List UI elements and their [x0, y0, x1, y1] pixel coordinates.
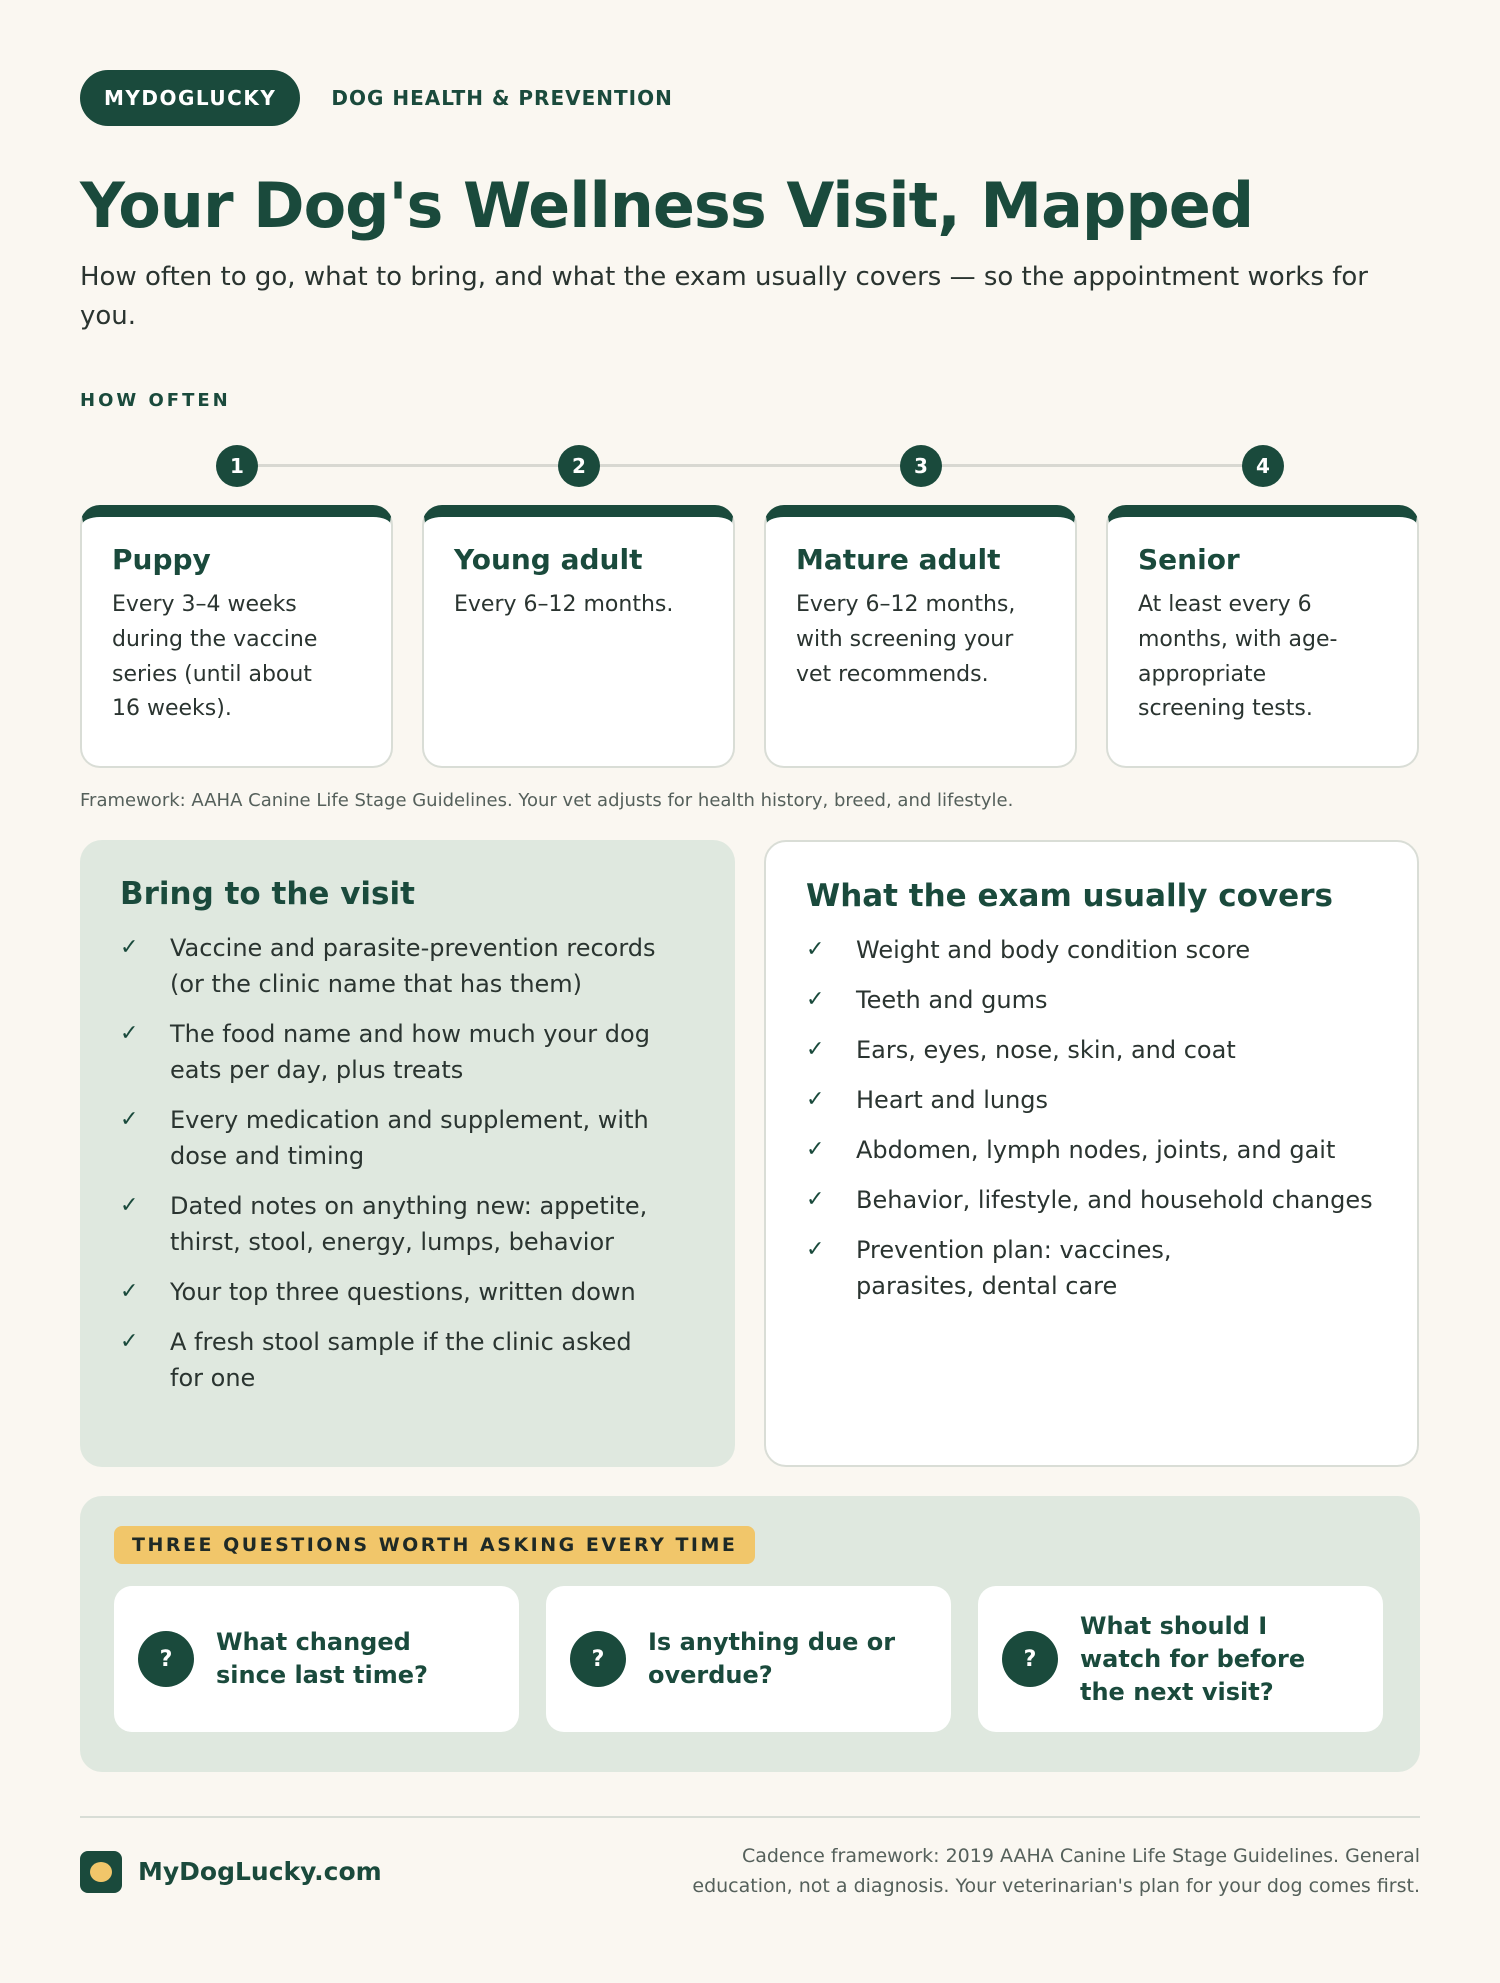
stage-text: Every 6–12 months, with screening your vet recommends. — [796, 592, 1016, 687]
question-mark-icon: ? — [570, 1631, 626, 1687]
step-number-4: 4 — [1242, 445, 1284, 487]
check-icon: ✓ — [120, 935, 139, 961]
list-item-text: Abdomen, lymph nodes, joints, and gait — [856, 1136, 1336, 1165]
step-number-1: 1 — [216, 445, 258, 487]
list-item-text: Your top three questions, written down — [170, 1278, 636, 1307]
info-panels — [80, 840, 1420, 1467]
check-icon: ✓ — [120, 1107, 139, 1133]
list-item — [120, 1274, 695, 1310]
list-item — [806, 1232, 1377, 1304]
list-item-text: Ears, eyes, nose, skin, and coat — [856, 1036, 1236, 1065]
list-item — [120, 1188, 695, 1260]
list-item — [120, 1016, 695, 1088]
list-item — [806, 1082, 1377, 1118]
stage-text: Every 6–12 months. — [454, 592, 674, 618]
question-text: Is anything due or overdue? — [648, 1628, 896, 1690]
stage-title: Mature adult — [796, 543, 1001, 577]
list-item — [806, 1182, 1377, 1218]
footer-brand — [80, 1851, 382, 1893]
stage-cards — [80, 505, 1420, 768]
check-icon: ✓ — [120, 1193, 139, 1219]
list-item — [806, 932, 1377, 968]
bring-panel — [80, 840, 735, 1467]
check-icon: ✓ — [806, 1187, 825, 1213]
timeline-line — [237, 464, 1263, 467]
exam-title: What the exam usually covers — [806, 878, 1333, 915]
question-text: What should I watch for before the next visit? — [1080, 1611, 1306, 1706]
check-icon: ✓ — [806, 1037, 825, 1063]
bring-list — [120, 930, 695, 1396]
stage-timeline — [80, 438, 1420, 492]
logo-icon — [80, 1851, 122, 1893]
check-icon: ✓ — [806, 987, 825, 1013]
list-item-text: Behavior, lifestyle, and household changes — [856, 1186, 1373, 1215]
question-cards — [114, 1586, 1386, 1732]
stage-title: Puppy — [112, 543, 211, 577]
question-card — [546, 1586, 951, 1732]
list-item-text: Prevention plan: vaccines, parasites, dental care — [856, 1236, 1172, 1301]
list-item — [120, 1324, 695, 1396]
exam-list — [806, 932, 1377, 1304]
page-title: Your Dog's Wellness Visit, Mapped — [80, 169, 1254, 242]
list-item — [806, 1132, 1377, 1168]
list-item — [120, 930, 695, 1002]
stage-text: At least every 6 months, with age-appropriate screening tests. — [1138, 592, 1338, 722]
list-item-text: Weight and body condition score — [856, 936, 1251, 965]
list-item-text: Vaccine and parasite-prevention records (or the clinic name that has them) — [170, 934, 656, 999]
stage-card-senior — [1106, 505, 1419, 768]
check-icon: ✓ — [806, 1137, 825, 1163]
step-number-2: 2 — [558, 445, 600, 487]
exam-panel — [764, 840, 1419, 1467]
list-item-text: The food name and how much your dog eats per day, plus treats — [170, 1020, 650, 1085]
eyebrow-label: DOG HEALTH & PREVENTION — [331, 86, 673, 110]
check-icon: ✓ — [806, 1237, 825, 1263]
check-icon: ✓ — [806, 1087, 825, 1113]
question-text: What changed since last time? — [216, 1628, 428, 1690]
step-number-3: 3 — [900, 445, 942, 487]
footer-note: Cadence framework: 2019 AAHA Canine Life Stage Guidelines. General education, not a diagnosis. Your veterinarian's plan for your dog comes first. — [692, 1845, 1420, 1897]
stage-text: Every 3–4 weeks during the vaccine series (until about 16 weeks). — [112, 592, 318, 722]
stage-card-mature-adult — [764, 505, 1077, 768]
topbar — [80, 70, 1420, 126]
stage-card-puppy — [80, 505, 393, 768]
page — [80, 70, 1420, 1901]
list-item-text: Teeth and gums — [856, 986, 1048, 1015]
check-icon: ✓ — [806, 937, 825, 963]
framework-note: Framework: AAHA Canine Life Stage Guidelines. Your vet adjusts for health history, breed, and lifestyle. — [80, 790, 1014, 812]
check-icon: ✓ — [120, 1279, 139, 1305]
bring-title: Bring to the visit — [120, 876, 415, 913]
list-item-text: Dated notes on anything new: appetite, thirst, stool, energy, lumps, behavior — [170, 1192, 648, 1257]
footer-divider — [80, 1816, 1420, 1818]
question-card — [978, 1586, 1383, 1732]
footer — [80, 1842, 1420, 1901]
footer-site-link[interactable]: MyDogLucky.com — [138, 1857, 382, 1887]
how-often-label: HOW OFTEN — [80, 390, 231, 412]
check-icon: ✓ — [120, 1021, 139, 1047]
list-item — [120, 1102, 695, 1174]
page-subtitle: How often to go, what to bring, and what the exam usually covers — so the appointment works for you. — [80, 262, 1368, 332]
list-item-text: A fresh stool sample if the clinic asked for one — [170, 1328, 632, 1393]
question-mark-icon: ? — [138, 1631, 194, 1687]
questions-section — [80, 1496, 1420, 1772]
stage-title: Senior — [1138, 543, 1240, 577]
stage-card-young-adult — [422, 505, 735, 768]
question-card — [114, 1586, 519, 1732]
list-item-text: Every medication and supplement, with dose and timing — [170, 1106, 649, 1171]
brand-pill: MYDOGLUCKY — [80, 70, 300, 126]
list-item — [806, 1032, 1377, 1068]
check-icon: ✓ — [120, 1329, 139, 1355]
question-mark-icon: ? — [1002, 1631, 1058, 1687]
stage-title: Young adult — [454, 543, 643, 577]
questions-badge: THREE QUESTIONS WORTH ASKING EVERY TIME — [114, 1526, 755, 1564]
list-item-text: Heart and lungs — [856, 1086, 1049, 1115]
list-item — [806, 982, 1377, 1018]
